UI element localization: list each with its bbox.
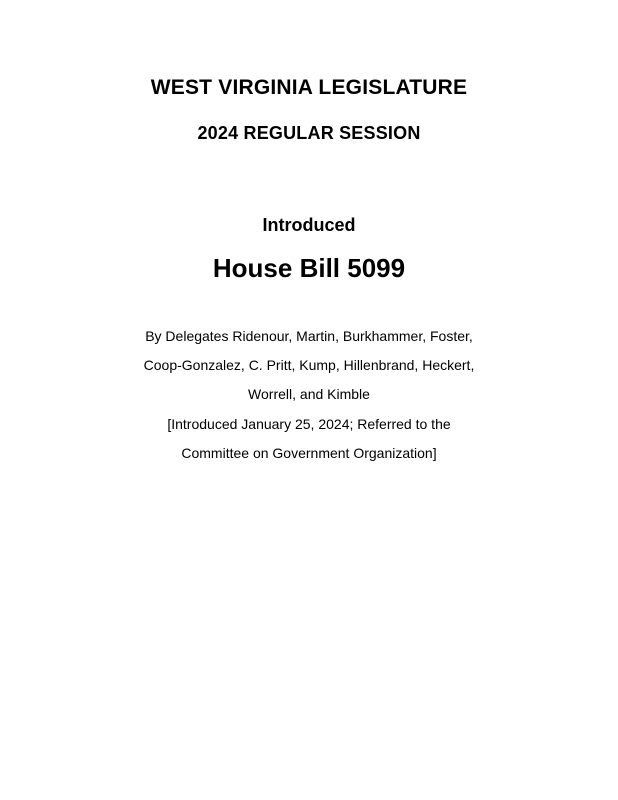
sponsors-byline — [0, 322, 618, 409]
introduction-reference-line-1: [Introduced January 25, 2024; Referred to the — [167, 416, 451, 432]
sponsors-byline-line-2: Coop-Gonzalez, C. Pritt, Kump, Hillenbrand, Heckert, — [143, 357, 475, 373]
sponsors-byline-line-1: By Delegates Ridenour, Martin, Burkhammer, Foster, — [145, 328, 473, 344]
sponsors-byline-line-3: Worrell, and Kimble — [248, 386, 370, 402]
legislature-title: WEST VIRGINIA LEGISLATURE — [150, 76, 468, 99]
bill-status: Introduced — [262, 215, 356, 235]
session-title: 2024 REGULAR SESSION — [197, 123, 421, 143]
introduction-reference — [0, 410, 618, 468]
bill-number-title: House Bill 5099 — [212, 253, 406, 283]
introduction-reference-line-2: Committee on Government Organization] — [181, 445, 437, 461]
